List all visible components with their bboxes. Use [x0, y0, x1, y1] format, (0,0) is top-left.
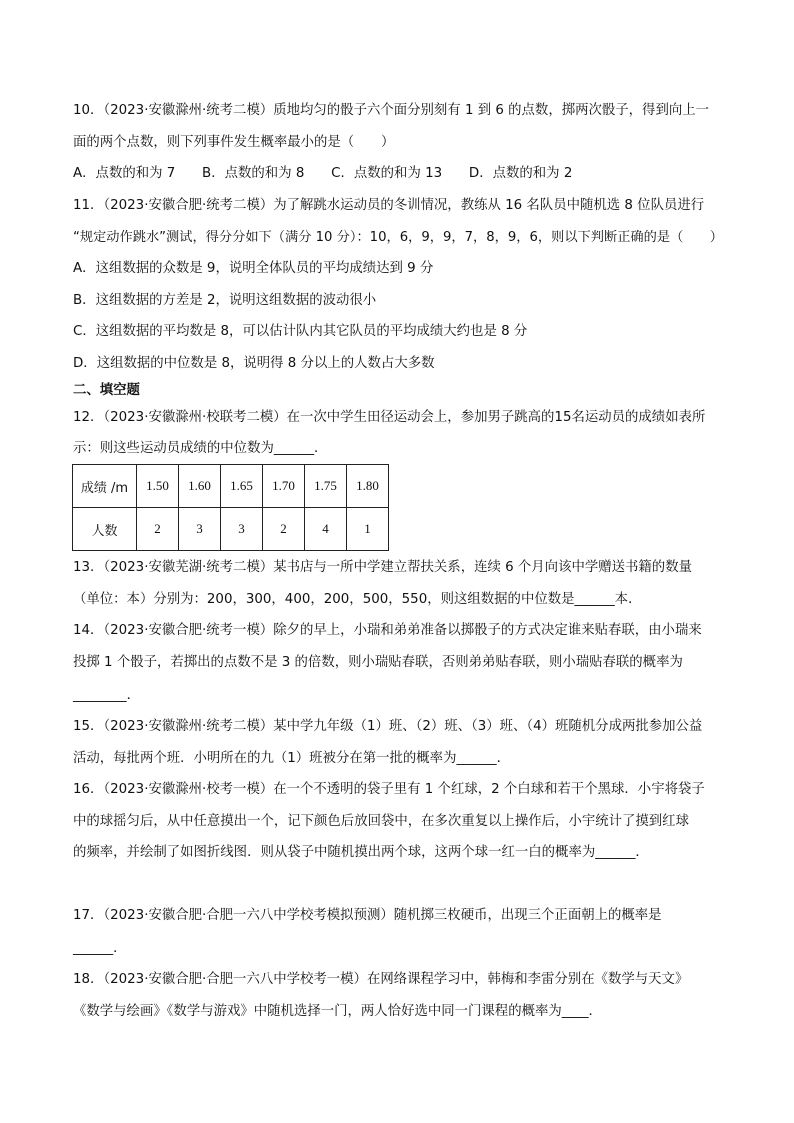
q14-line-2: 投掷 1 个骰子，若掷出的点数不是 3 的倍数，则小瑞贴春联，否则弟弟贴春联，则小瑞贴春联的概率为: [73, 655, 683, 670]
table-header-cell: 人数: [73, 508, 137, 551]
q10-line-2: 面的两个点数，则下列事件发生概率最小的是（ ）: [73, 135, 395, 150]
q11-option-d: D．这组数据的中位数是 8，说明得 8 分以上的人数占大多数: [73, 356, 435, 371]
q11-line-1: 11．（2023·安徽合肥·统考二模）为了解跳水运动员的冬训情况，教练从 16 名队员中随机选 8 位队员进行: [73, 198, 705, 213]
q11-option-a: A．这组数据的众数是 9，说明全体队员的平均成绩达到 9 分: [73, 261, 434, 276]
q13-line-1: 13．（2023·安徽芜湖·统考二模）某书店与一所中学建立帮扶关系，连续 6 个月向该中学赠送书籍的数量: [73, 560, 692, 575]
q18-line-1: 18．（2023·安徽合肥·合肥一六八中学校考一模）在网络课程学习中，韩梅和李雷分别在《数学与天文》: [73, 972, 689, 987]
q11-option-b: B．这组数据的方差是 2，说明这组数据的波动很小: [73, 293, 377, 308]
q12-line-2: 示：则这些运动员成绩的中位数为______．: [73, 441, 328, 456]
q15-line-2: 活动，每批两个班．小明所在的九（1）班被分在第一批的概率为______．: [73, 751, 511, 766]
table-cell: 2: [137, 508, 179, 551]
table-cell: 2: [263, 508, 305, 551]
q10-line-1: 10．（2023·安徽滁州·统考二模）质地均匀的骰子六个面分别刻有 1 到 6 的点数，掷两次骰子，得到向上一: [73, 103, 710, 118]
table-row: [73, 465, 389, 508]
section-heading: 二、填空题: [73, 383, 140, 398]
table-cell: 1.75: [305, 465, 347, 508]
table-cell: 3: [221, 508, 263, 551]
table-cell: 1.80: [347, 465, 389, 508]
q16-line-3: 的频率，并绘制了如图折线图．则从袋子中随机摸出两个球，这两个球一红一白的概率为______．: [73, 845, 649, 860]
q11-line-2: “规定动作跳水”测试，得分分如下（满分 10 分）：10，6，9，9，7，8，9，6，则以下判断正确的是（ ）: [73, 230, 723, 245]
q18-line-2: 《数学与绘画》《数学与游戏》中随机选择一门，两人恰好选中同一门课程的概率为____．: [73, 1004, 602, 1019]
table-cell: 4: [305, 508, 347, 551]
q17-line-1: 17．（2023·安徽合肥·合肥一六八中学校考模拟预测）随机掷三枚硬币，出现三个正面朝上的概率是: [73, 908, 662, 923]
q16-line-2: 中的球摇匀后，从中任意摸出一个，记下颜色后放回袋中，在多次重复以上操作后，小宇统计了摸到红球: [73, 814, 689, 829]
table-header-cell: 成绩 /m: [73, 465, 137, 508]
q10-options: A．点数的和为 7 B．点数的和为 8 C．点数的和为 13 D．点数的和为 2: [73, 166, 573, 181]
q11-option-c: C．这组数据的平均数是 8，可以估计队内其它队员的平均成绩大约也是 8 分: [73, 324, 528, 339]
score-table: [72, 464, 389, 551]
table-cell: 1.50: [137, 465, 179, 508]
q14-line-3: ________．: [73, 688, 140, 703]
q14-line-1: 14．（2023·安徽合肥·统考一模）除夕的早上，小瑞和弟弟准备以掷骰子的方式决定谁来贴春联，由小瑞来: [73, 623, 702, 638]
q16-line-1: 16．（2023·安徽滁州·校考一模）在一个不透明的袋子里有 1 个红球，2 个白球和若干个黑球．小宇将袋子: [73, 782, 705, 797]
table-cell: 1.65: [221, 465, 263, 508]
table-cell: 3: [179, 508, 221, 551]
q13-line-2: （单位：本）分别为：200，300，400，200，500，550，则这组数据的中位数是______本．: [73, 592, 642, 607]
table-cell: 1.70: [263, 465, 305, 508]
table-cell: 1: [347, 508, 389, 551]
table-row: [73, 508, 389, 551]
q12-line-1: 12．（2023·安徽滁州·校联考二模）在一次中学生田径运动会上，参加男子跳高的15名运动员的成绩如表所: [73, 410, 706, 425]
q17-line-2: ______．: [73, 941, 127, 956]
table-cell: 1.60: [179, 465, 221, 508]
q15-line-1: 15．（2023·安徽滁州·统考二模）某中学九年级（1）班、（2）班、（3）班、（4）班随机分成两批参加公益: [73, 719, 703, 734]
